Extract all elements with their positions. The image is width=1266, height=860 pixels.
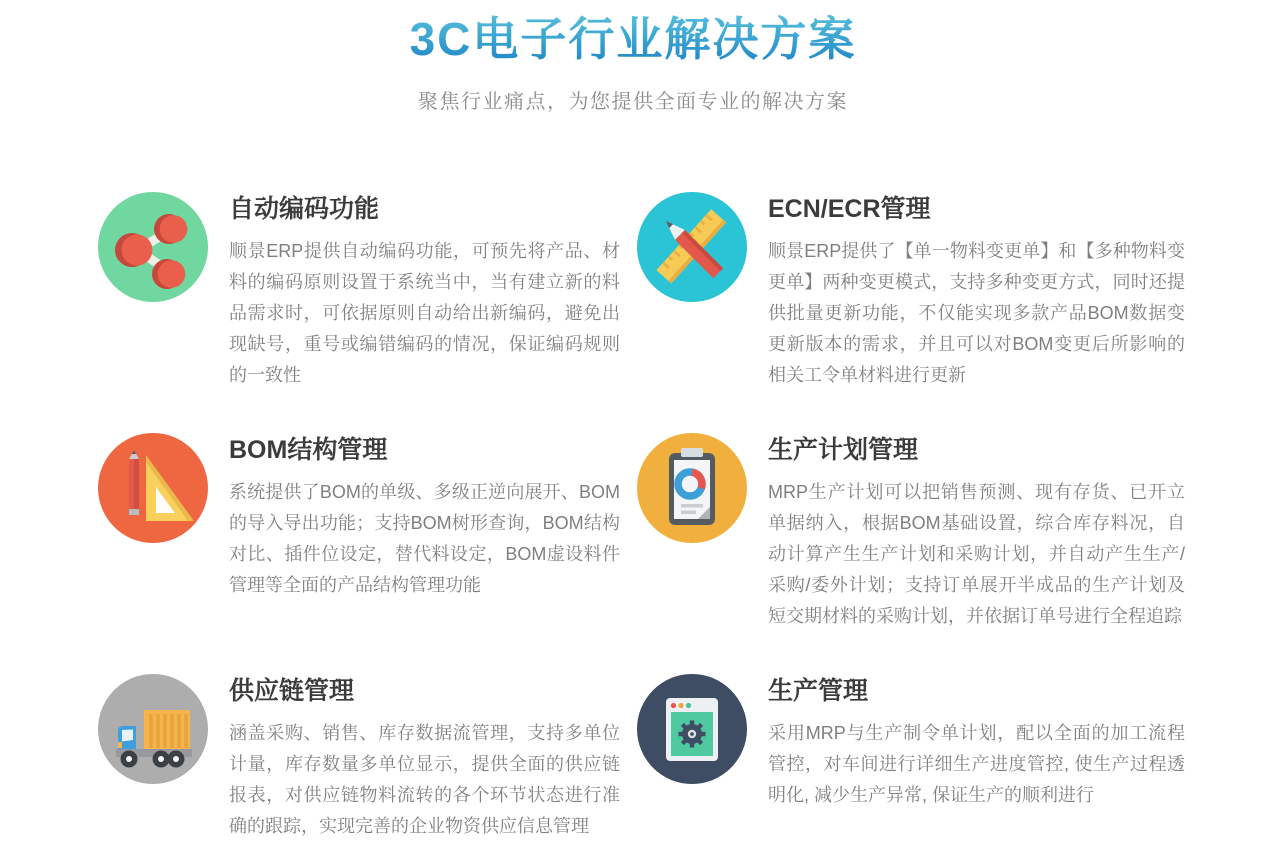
- feature-card-supply-chain: [98, 674, 620, 842]
- feature-card-bom: [98, 433, 620, 632]
- browser-gear-icon: [637, 674, 747, 784]
- feature-description: 顺景ERP提供自动编码功能，可预先将产品、材料的编码原则设置于系统当中，当有建立新的料品需求时，可依据原则自动给出新编码，避免出现缺号，重号或编错编码的情况，保证编码规则的一致性: [229, 241, 620, 386]
- feature-description: MRP生产计划可以把销售预测、现有存货、已开立单据纳入，根据BOM基础设置，综合库存料况，自动计算产生生产计划和采购计划，并自动产生生产/采购/委外计划；支持订单展开半成品的生产计划及短交期材料的采购计划，并依据订单号进行全程追踪: [768, 482, 1185, 627]
- feature-title: 生产管理: [768, 677, 869, 706]
- share-icon: [98, 192, 208, 302]
- feature-card-production: [637, 674, 1185, 842]
- page-subtitle: 聚焦行业痛点，为您提供全面专业的解决方案: [418, 91, 848, 114]
- feature-description: 采用MRP与生产制令单计划，配以全面的加工流程管控，对车间进行详细生产进度管控, 使生产过程透明化, 减少生产异常, 保证生产的顺利进行: [768, 723, 1185, 806]
- feature-title: BOM结构管理: [229, 436, 388, 465]
- features-grid: [98, 192, 1185, 842]
- feature-content: [229, 674, 620, 842]
- pencil-ruler-icon: [637, 192, 747, 302]
- feature-title: 供应链管理: [229, 677, 355, 706]
- feature-title: ECN/ECR管理: [768, 195, 931, 224]
- feature-card-auto-coding: [98, 192, 620, 391]
- truck-icon: [98, 674, 208, 784]
- feature-title: 自动编码功能: [229, 195, 380, 224]
- feature-content: [229, 433, 620, 601]
- set-square-pencil-icon: [98, 433, 208, 543]
- page-header: [0, 0, 1266, 114]
- feature-card-ecn-ecr: [637, 192, 1185, 391]
- feature-content: [768, 192, 1185, 391]
- feature-content: [768, 433, 1185, 632]
- feature-card-mrp: [637, 433, 1185, 632]
- feature-description: 系统提供了BOM的单级、多级正逆向展开、BOM的导入导出功能；支持BOM树形查询，BOM结构对比、插件位设定，替代料设定，BOM虚设料件管理等全面的产品结构管理功能: [229, 482, 620, 596]
- feature-title: 生产计划管理: [768, 436, 919, 465]
- feature-content: [768, 674, 1185, 811]
- clipboard-chart-icon: [637, 433, 747, 543]
- feature-content: [229, 192, 620, 391]
- feature-description: 涵盖采购、销售、库存数据流管理，支持多单位计量，库存数量多单位显示，提供全面的供应链报表，对供应链物料流转的各个环节状态进行准确的跟踪，实现完善的企业物资供应信息管理: [229, 723, 620, 837]
- feature-description: 顺景ERP提供了【单一物料变更单】和【多种物料变更单】两种变更模式，支持多种变更方式，同时还提供批量更新功能，不仅能实现多款产品BOM数据变更新版本的需求，并且可以对BOM变更后所影响的相关工令单材料进行更新: [768, 241, 1185, 386]
- page-title: 3C电子行业解决方案: [0, 12, 1266, 67]
